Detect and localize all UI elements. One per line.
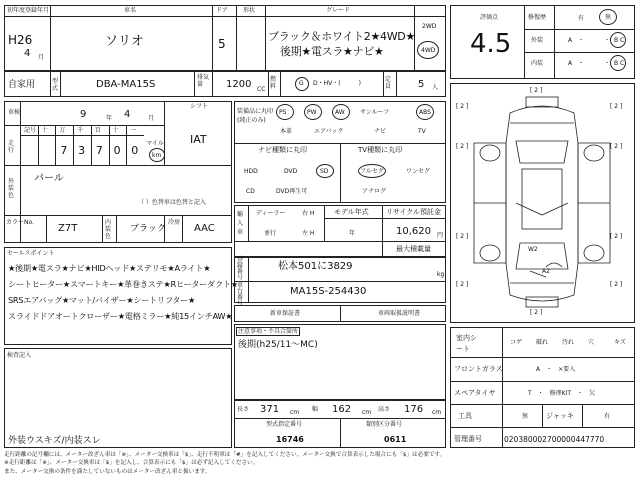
inspection-year-unit: 年 — [106, 115, 113, 122]
interior-label: 内装色 — [105, 219, 112, 240]
grade-separator: ・ — [604, 60, 611, 67]
mileage-header-divider — [20, 135, 144, 136]
class-no-label: 類別区分番号 — [366, 421, 403, 428]
first-reg-month-unit: 月 — [38, 54, 45, 61]
first-reg-month: 4 — [24, 48, 31, 59]
grade-option: B — [614, 37, 619, 44]
navi-item: DVD — [284, 168, 298, 175]
reg-number: 松本501に3829 — [278, 261, 353, 272]
diagram-bracket: [ 2 ] — [456, 281, 469, 288]
fuel-g: G — [299, 80, 304, 87]
mileage-digit: 3 — [78, 144, 86, 157]
equipment-sublabel: (純正のみ) — [237, 117, 266, 124]
equipment-item: ABS — [419, 109, 431, 116]
mileage-cell-divider — [91, 125, 92, 165]
capacity-unit: 人 — [432, 84, 439, 91]
mileage-cell-divider — [55, 125, 56, 165]
interior-grade-label: 内装 — [531, 60, 544, 67]
shape-label: 形状 — [243, 7, 256, 14]
name-label: 車名 — [124, 7, 137, 14]
grade-line-1: ブラック＆ホワイト2★4WD★ — [268, 30, 416, 43]
jack-value: 有 — [604, 413, 611, 420]
grade-separator: ・ — [578, 60, 585, 67]
grade-line-2: 後期★電スラ★ナビ★ — [280, 45, 384, 58]
import-label: 輸入車 — [237, 211, 244, 236]
navi-item: CD — [246, 188, 255, 195]
tools-value: 無 — [522, 413, 529, 420]
diagram-bracket: [ 2 ] — [610, 103, 623, 110]
fuel-label: 燃料 — [270, 76, 277, 90]
capacity-value: 5 — [418, 79, 425, 90]
navi-item: HDD — [244, 168, 258, 175]
recycle-yen: 円 — [437, 232, 444, 239]
sales-point-line: シートヒーター★スマートキー★革巻きステ★Rヒーターダクト★ — [8, 279, 238, 289]
chassis-number: MA15S-254430 — [290, 286, 367, 297]
mileage-digit: 0 — [131, 144, 139, 157]
repair-yes: 有 — [578, 15, 585, 22]
mileage-header-cell: 一 — [130, 127, 137, 134]
drive-2wd: 2WD — [422, 23, 437, 30]
first-reg-year: H26 — [8, 33, 33, 47]
new-car-warranty: 新車保証書 — [270, 310, 301, 317]
exterior-grades — [560, 31, 632, 51]
capacity-label: 定員 — [385, 76, 392, 90]
inspector-block — [4, 348, 232, 448]
inspector-note: 外装ウスキズ/内装スレ — [8, 436, 101, 446]
grade-separator: ・ — [578, 37, 585, 44]
import-left: 左 H — [302, 230, 315, 237]
tv-item: フルセグ — [360, 168, 384, 175]
doors-value: 5 — [218, 37, 226, 51]
displacement-value: 1200 — [226, 79, 252, 90]
equipment-row-1 — [270, 104, 446, 122]
width-value: 162 — [332, 404, 352, 415]
inspection-label: 車検 — [8, 109, 21, 116]
mileage-unit-mile: マイル — [146, 140, 164, 147]
tv-item: ワンセグ — [406, 168, 431, 175]
repair-label: 修復歴 — [528, 14, 547, 21]
width-cm: cm — [362, 409, 372, 416]
grade-label: グレード — [326, 7, 351, 14]
sales-point-lines — [8, 262, 238, 342]
car-name: ソリオ — [105, 34, 144, 49]
diagram-bracket: [ 2 ] — [456, 143, 469, 150]
equipment-item: エアバック — [314, 128, 344, 135]
sales-point-line: ★後期★電スラ★ナビ★HIDヘッド★ステリモ★Aライト★ — [8, 263, 211, 273]
fuel-others: D・HV・( ) — [313, 80, 361, 87]
recycle-label: リサイクル預託金 — [386, 208, 442, 216]
door-label: ドア — [216, 7, 228, 14]
equipment-item: サンルーフ — [360, 109, 390, 116]
chassis-label: 車台番号 — [237, 282, 244, 307]
navi-items — [234, 160, 340, 200]
mgmt-number: 020380002700000447770 — [504, 435, 605, 444]
notes-label: 注意事項・不具合箇所 — [238, 328, 299, 335]
equipment-item: TV — [418, 128, 426, 135]
interior-grades — [560, 54, 632, 74]
grade-option: B — [614, 60, 619, 67]
navi-item: SD — [320, 168, 329, 175]
mileage-header-cell: 百 — [94, 127, 101, 134]
mileage-cell-divider — [38, 125, 39, 165]
glass-value: A ・ ×要入 — [536, 366, 576, 373]
jack-label: ジャッキ — [546, 412, 574, 420]
spec-row — [4, 71, 446, 97]
mileage-digit: 0 — [113, 144, 121, 157]
equipment-item: PW — [307, 109, 317, 116]
import-right: 右 H — [302, 210, 315, 217]
diagram-bracket: [ 2 ] — [530, 309, 543, 316]
mileage-header-cell: 万 — [59, 127, 66, 134]
diagram-bracket: [ 2 ] — [456, 103, 469, 110]
room-seat-item: キズ — [614, 339, 626, 346]
type-label: 型式 — [52, 78, 59, 92]
diagram-bracket: [ 2 ] — [610, 143, 623, 150]
equipment-item: PS — [279, 109, 287, 116]
mileage-cell-divider — [109, 125, 110, 165]
grade-option: A — [568, 37, 573, 44]
mileage-digit-grid — [20, 125, 144, 165]
mileage-header-cell: 十 — [41, 127, 48, 134]
load-label: 最大積載量 — [396, 245, 431, 253]
room-seat-label: 室内シート — [456, 334, 477, 353]
room-seat-item: コゲ — [510, 339, 523, 346]
inspection-block — [4, 101, 232, 243]
length-label: 長さ — [237, 406, 250, 413]
grade-option: C — [620, 60, 625, 67]
tv-items — [340, 160, 446, 200]
repair-no: 無 — [605, 14, 612, 21]
grade-option: C — [620, 37, 625, 44]
inspection-month-unit: 月 — [148, 115, 155, 122]
diagram-bracket: [ 2 ] — [610, 281, 623, 288]
tv-label: TV種類に丸印 — [358, 146, 403, 154]
sales-point-line: スライドドアオートクローザー★電格ミラー★純15インチAW★ — [8, 311, 233, 321]
damage-a2: A2 — [542, 268, 550, 275]
width-label: 幅 — [312, 406, 319, 413]
equipment-label: 装備品に丸印 — [237, 108, 274, 115]
tools-label: 工具 — [458, 412, 472, 420]
mileage-header-cell: 千 — [77, 127, 84, 134]
mileage-cell-divider — [73, 125, 74, 165]
room-seat-item: 汚れ — [562, 339, 575, 346]
mgmt-label: 管理番号 — [454, 435, 482, 443]
diagram-brackets — [450, 83, 635, 323]
height-cm: cm — [432, 409, 442, 416]
damage-w2: W2 — [528, 246, 538, 253]
footer-line-3: また、メーター交換の条件を満たしていないものはメーター改ざん車と扱います。 — [4, 469, 211, 475]
mileage-header-cell: 記号 — [24, 127, 37, 134]
import-dealer: ディーラー — [256, 210, 286, 217]
spare-value: T ・ 修理KIT ・ 欠 — [528, 390, 596, 397]
inspection-year: 9 — [80, 109, 87, 120]
model-code: DBA-MA15S — [96, 79, 156, 90]
drive-4wd: 4WD — [421, 47, 436, 54]
notes-text: 後期(h25/11〜MC) — [238, 340, 318, 350]
room-seat-item: 破れ — [536, 339, 549, 346]
sales-point-label: セールスポイント — [7, 250, 55, 257]
diagram-bracket: [ 2 ] — [530, 87, 543, 94]
exterior-label: 外装色 — [8, 178, 15, 199]
tv-item: アナログ — [362, 188, 387, 195]
type-no-label: 型式指定番号 — [266, 421, 303, 428]
navi-item: DVD再生可 — [276, 188, 308, 195]
model-year-unit: 年 — [349, 230, 356, 237]
equipment-row-2 — [270, 126, 446, 138]
equipment-item: ナビ — [374, 128, 387, 135]
mileage-cell-divider — [126, 125, 127, 165]
room-seat-items — [502, 327, 635, 357]
inspection-month: 4 — [124, 109, 131, 120]
exterior-grade-label: 外装 — [531, 37, 544, 44]
room-seat-item: 穴 — [588, 339, 595, 346]
height-label: 高さ — [378, 406, 391, 413]
inspector-label: 検査記入 — [7, 352, 32, 359]
import-parallel: 並行 — [264, 230, 277, 237]
type-no: 16746 — [276, 435, 304, 444]
load-kg: kg — [437, 271, 445, 278]
first-reg-label: 初年度登録年月 — [7, 7, 50, 14]
class-no: 0611 — [384, 435, 407, 444]
height-value: 176 — [404, 404, 424, 415]
length-value: 371 — [260, 404, 280, 415]
reg-number-label: 登録番号 — [237, 256, 244, 281]
sales-point-line: SRSエアバッグ★マット/バイザー★シートリフター★ — [8, 295, 196, 305]
model-year-label: モデル年式 — [334, 208, 369, 216]
footer-line-1: 走行距離の記号欄には、メーター改ざん車は「※」、メーター交換車は「$」、走行不明車は「#」を記入してください。メーター交換で合算表示した場合にも「$」は必要です。 — [4, 452, 446, 458]
diagram-bracket: [ 2 ] — [456, 233, 469, 240]
mileage-digit: 7 — [95, 144, 103, 157]
cc-unit: CC — [257, 86, 266, 93]
equipment-item: AW — [335, 109, 345, 116]
shift-value: IAT — [190, 133, 207, 146]
spare-label: スペアタイヤ — [454, 389, 496, 397]
mileage-header-cell: 十 — [112, 127, 119, 134]
mileage-digit: 7 — [60, 144, 68, 157]
exterior-color: パール — [34, 173, 64, 184]
shift-label: シフト — [190, 103, 209, 110]
color-code: Z7T — [58, 223, 78, 234]
owner-manual: 車両取扱説明書 — [378, 310, 421, 317]
length-cm: cm — [290, 409, 300, 416]
color-code-label: カラーNo. — [6, 219, 34, 226]
mileage-label: 走行 — [8, 140, 15, 154]
footer-line-2: ※走行距離は「※」、メーター交換車は「$」を記入し、合算表示にも「$」は必ず記入してください。 — [4, 460, 259, 466]
ac-label: 冷房 — [168, 219, 181, 226]
score-value: 4.5 — [470, 29, 512, 59]
navi-label: ナビ種類に丸印 — [258, 146, 307, 154]
usage-label: 自家用 — [8, 80, 36, 90]
interior-color: ブラック — [130, 224, 166, 234]
score-label: 評価点 — [480, 14, 499, 21]
diagram-bracket: [ 2 ] — [610, 233, 623, 240]
equipment-item: 本革 — [280, 128, 293, 135]
glass-label: フロントガラス — [454, 365, 503, 373]
grade-option: A — [568, 60, 573, 67]
exterior-note: （ ）色替車は色替と記入 — [138, 199, 206, 206]
recycle-value: 10,620 — [396, 226, 431, 237]
displacement-label: 排気量 — [197, 74, 210, 88]
mileage-unit-km: km — [152, 152, 162, 159]
grade-separator: ・ — [604, 37, 611, 44]
ac-value: AAC — [194, 223, 215, 234]
